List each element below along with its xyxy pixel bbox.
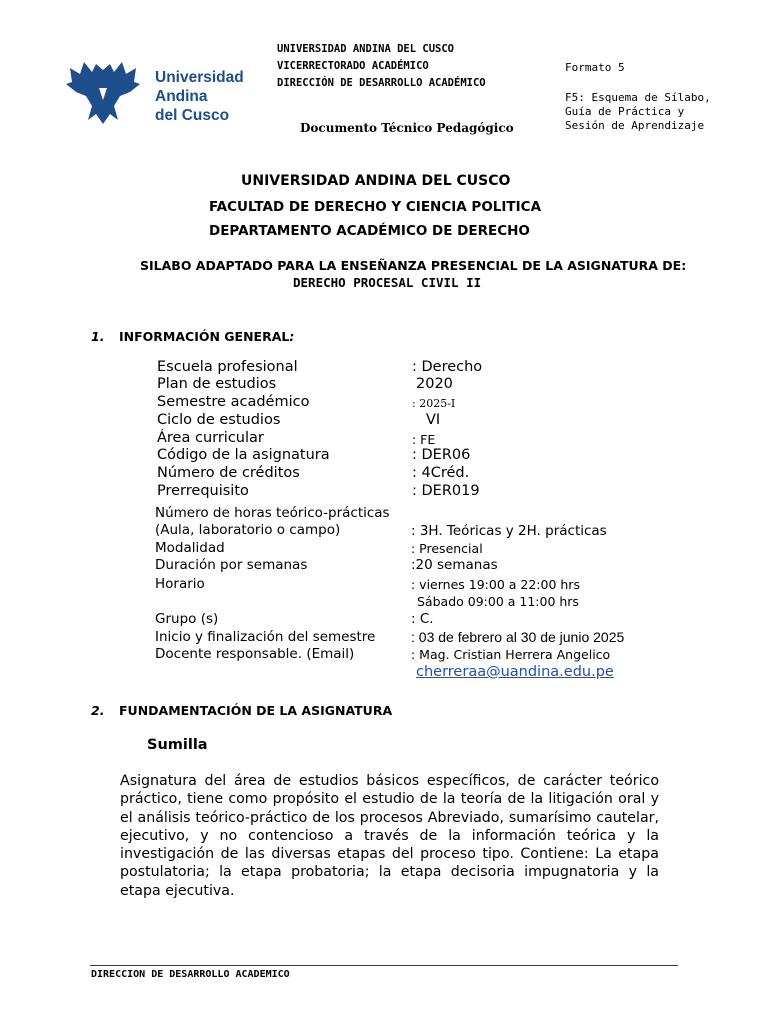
header-line: VICERRECTORADO ACADÉMICO (277, 60, 429, 72)
subsection-title: Sumilla (147, 737, 208, 753)
info-value: VI (426, 412, 441, 428)
university-eagle-logo-icon (66, 60, 140, 126)
info-label: Modalidad (155, 540, 225, 556)
info-label: Inicio y finalización del semestre (155, 629, 376, 645)
section-title-colon: : (289, 329, 295, 344)
info-label: Escuela profesional (157, 359, 298, 375)
info-label: Ciclo de estudios (157, 412, 281, 428)
info-value: Sábado 09:00 a 11:00 hrs (417, 594, 579, 609)
logo-wordmark (155, 68, 244, 125)
info-value: : FE (412, 432, 436, 447)
info-label: Número de horas teórico-prácticas (155, 505, 390, 521)
course-name: DERECHO PROCESAL CIVIL II (293, 275, 482, 290)
info-value: : Mag. Cristian Herrera Angelico (411, 647, 611, 662)
info-label: Grupo (s) (155, 611, 219, 627)
info-label: Código de la asignatura (157, 447, 330, 463)
info-label: Plan de estudios (157, 376, 277, 392)
info-label: Docente responsable. (Email) (155, 646, 355, 662)
section-title-text: INFORMACIÓN GENERAL (119, 329, 290, 344)
info-value: : Derecho (412, 359, 483, 375)
logo-line: Universidad (155, 69, 244, 86)
info-value: : DER019 (412, 483, 480, 499)
faculty-title: FACULTAD DE DERECHO Y CIENCIA POLITICA (209, 199, 542, 215)
section-number: 2. (91, 703, 105, 718)
document-type: Documento Técnico Pedagógico (300, 121, 514, 135)
university-title: UNIVERSIDAD ANDINA DEL CUSCO (241, 173, 511, 189)
info-label: Semestre académico (157, 394, 310, 410)
info-value: : viernes 19:00 a 22:00 hrs (411, 577, 580, 592)
info-value: : 03 de febrero al 30 de junio 2025 (411, 629, 625, 645)
format-desc: F5: Esquema de Sílabo, (565, 91, 711, 104)
header-line: DIRECCIÓN DE DESARROLLO ACADÉMICO (277, 77, 486, 89)
info-value: : 2025-I (412, 397, 456, 410)
info-label: Prerrequisito (157, 483, 249, 499)
sumilla-paragraph: Asignatura del área de estudios básicos específicos, de carácter teórico práctico, tiene como propósito el estudio de la teoría de la litigación oral y el análisis teórico-práctico de los procesos Abreviado, sumarísimo cautelar, ejecutivo, y no contencioso a través de la información teórica y la investigación de las diversas etapas del proceso tipo. Contiene: La etapa postulatoria; la etapa probatoria; la etapa decisoria impugnatoria y la etapa ejecutiva. (120, 773, 659, 899)
footer-text: DIRECCION DE DESARROLLO ACADEMICO (91, 969, 290, 980)
info-value: 2020 (416, 376, 453, 392)
info-label: Duración por semanas (155, 557, 308, 573)
info-value: : Presencial (411, 541, 483, 556)
section-number: 1. (91, 329, 105, 344)
section-title (119, 329, 294, 344)
format-desc: Sesión de Aprendizaje (565, 119, 705, 132)
department-title: DEPARTAMENTO ACADÉMICO DE DERECHO (209, 223, 530, 239)
teacher-email-link[interactable]: cherreraa@uandina.edu.pe (416, 664, 614, 680)
info-value: : DER06 (412, 447, 471, 463)
format-desc: Guía de Práctica y (565, 105, 685, 118)
info-value: : 4Créd. (412, 465, 470, 481)
info-label: Horario (155, 576, 205, 592)
section-title: FUNDAMENTACIÓN DE LA ASIGNATURA (119, 703, 393, 718)
header-line: UNIVERSIDAD ANDINA DEL CUSCO (277, 43, 455, 55)
info-label: Área curricular (157, 430, 264, 446)
info-value: : 3H. Teóricas y 2H. prácticas (411, 523, 607, 539)
logo-line: del Cusco (155, 107, 230, 124)
logo-line: Andina (155, 88, 208, 105)
info-label: Número de créditos (157, 465, 300, 481)
footer-divider (90, 965, 678, 966)
silabo-title: SILABO ADAPTADO PARA LA ENSEÑANZA PRESENCIAL DE LA ASIGNATURA DE: (140, 258, 687, 273)
info-label: (Aula, laboratorio o campo) (155, 522, 341, 538)
info-value: :20 semanas (411, 557, 498, 573)
info-value: : C. (411, 611, 434, 627)
format-label: Formato 5 (565, 61, 625, 74)
